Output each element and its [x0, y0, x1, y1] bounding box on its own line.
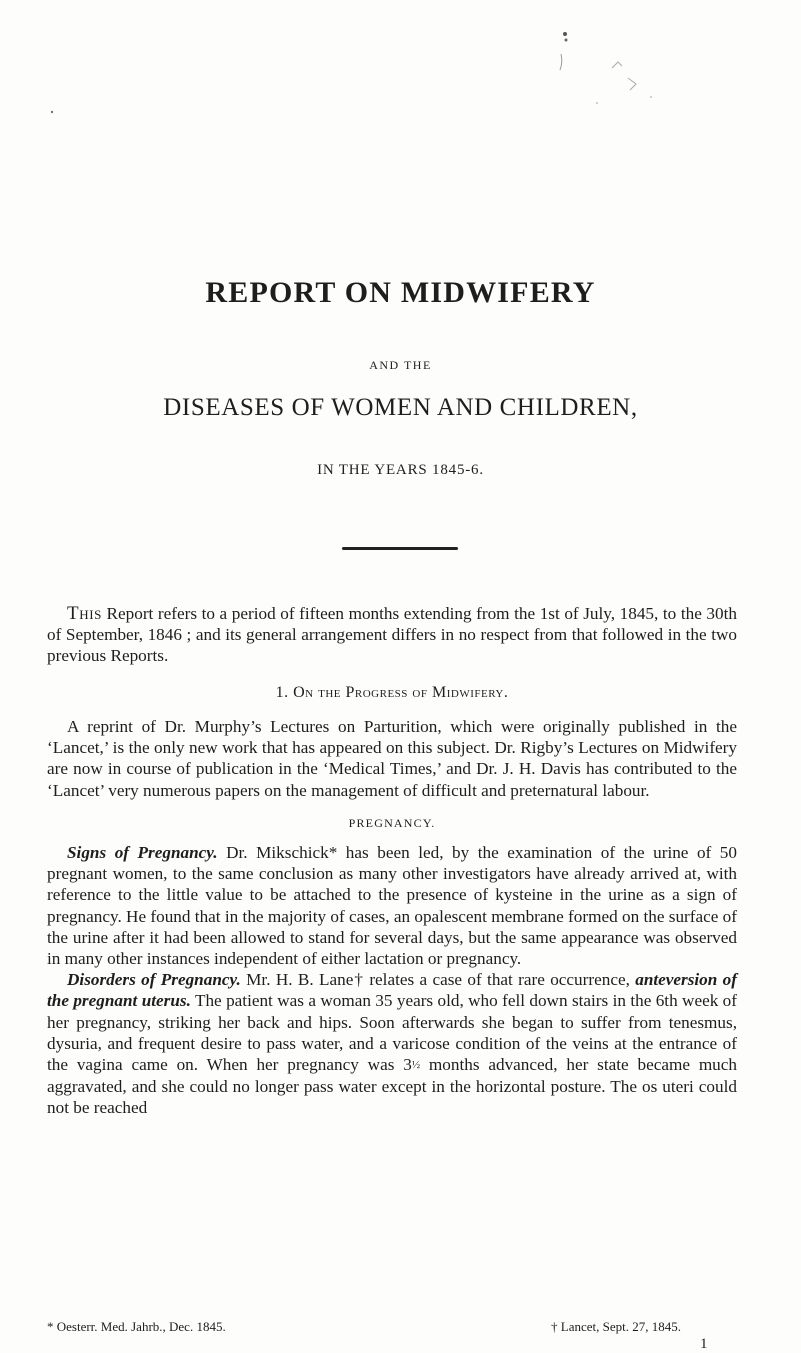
footnotes: [47, 1319, 737, 1335]
scan-specks: [0, 0, 801, 160]
report-subtitle: DISEASES OF WOMEN AND CHILDREN,: [163, 394, 638, 421]
intro-text: Report refers to a period of fifteen months extending from the 1st of July, 1845, to the 30th of September, 1846 ; and its general arrangement differs in no respect from that followed in the two previous Reports.: [47, 604, 737, 666]
disorders-text-b: The patient was a woman 35 years old, who fell down stairs in the 6th week of her pregnancy, striking her back and hips. Soon afterwards she began to suffer from tenesmus, dysuria, and frequent desire to pass water, and a varicose condition of the veins at the entrance of the vagina came on. When her pregnancy was 3: [47, 991, 738, 1075]
disorders-label: Disorders of Pregnancy.: [67, 970, 241, 990]
and-the-line: AND THE: [369, 358, 432, 372]
pregnancy-section: [47, 842, 737, 1119]
section-number: 1.: [275, 684, 289, 701]
signs-label: Signs of Pregnancy.: [67, 843, 218, 862]
pregnancy-subheading: [47, 816, 737, 831]
page-number: 1: [700, 1336, 708, 1352]
report-years: IN THE YEARS 1845-6.: [317, 462, 484, 478]
disorders-paragraph: [47, 969, 737, 1118]
footnote-right: † Lancet, Sept. 27, 1845.: [551, 1319, 681, 1334]
intro-paragraph: [47, 603, 737, 667]
footnote-left: * Oesterr. Med. Jahrb., Dec. 1845.: [47, 1319, 226, 1334]
title-divider: [342, 547, 458, 550]
progress-text: A reprint of Dr. Murphy’s Lectures on Parturition, which were originally published in the ‘Lancet,’ is the only new work that has appeared on this subject. Dr. Rigby’s Lectures on Midwifery are now in course of publication in the ‘Medical Times,’ and Dr. J. H. Davis has contributed to the ‘Lancet’ very numerous papers on the management of difficult and preternatural labour.: [47, 717, 737, 800]
disorders-fraction: ½: [411, 1059, 421, 1072]
progress-paragraph: [47, 716, 737, 801]
section-heading: [47, 684, 737, 702]
report-title: REPORT ON MIDWIFERY: [205, 276, 596, 309]
pregnancy-heading: PREGNANCY.: [348, 816, 436, 830]
disorders-emphasis: anteversion of the pregnant uterus.: [47, 970, 737, 1011]
intro-first-word: This: [67, 603, 102, 624]
disorders-text-a: Mr. H. B. Lane† relates a case of that rare occurrence,: [240, 970, 636, 990]
signs-paragraph: [47, 842, 737, 969]
signs-text: Dr. Mikschick* has been led, by the examination of the urine of 50 pregnant women, to the same conclusion as many other investigators have already arrived at, with reference to the little value to be attached to the presence of kysteine in the urine as a sign of pregnancy. He found that in the majority of cases, an opalescent membrane formed on the surface of the urine after it had been allowed to stand for several days, but the same appearance was observed in many other instances independent of either lactation or pregnancy.: [47, 843, 737, 969]
section-title: On the Progress of Midwifery.: [293, 684, 509, 701]
disorders-text-c: months advanced, her state became much aggravated, and she could no longer pass water except in the horizontal posture. The os uteri could not be reached: [47, 1055, 737, 1118]
